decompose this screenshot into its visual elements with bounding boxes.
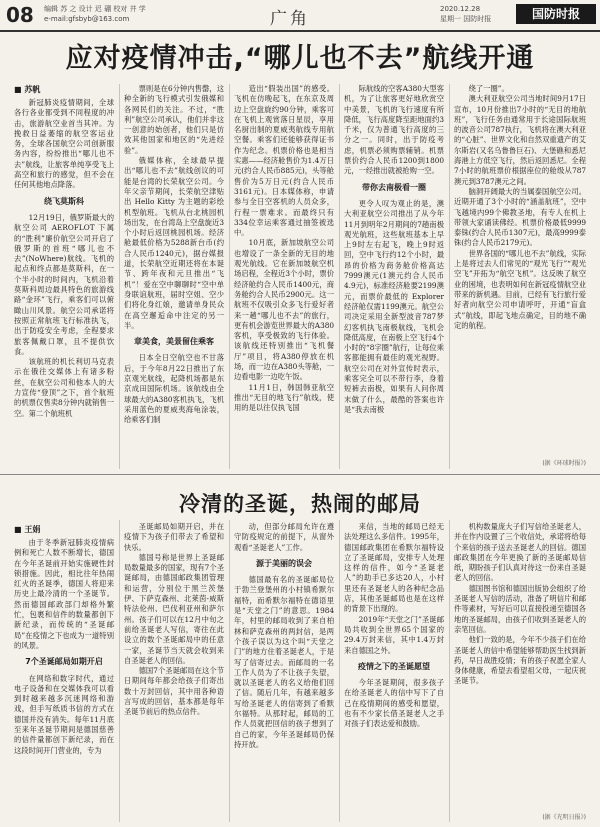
paragraph: 脑洞开阔最大的当属泰国航空公司。近期开通了3个小时的“涵盖航班”，空中飞越境内99个佛教圣地，有专人在机上带领大家诵读佛经。机票价格最低9999泰铢(约合人民币1307元)，最高9999泰铢(约合人民币2179元)。	[454, 186, 586, 248]
paragraph: 10月底，新加坡航空公司也增设了一条全新的无目的地观光航线。它在新加坡航空机场启程，全程近3个小时，票价经济舱约合人民币1400元，商务舱约合人民币2900元。这一航班不仅吸引众多飞行爱好者来一趟“哪儿也不去”的旅行，更有机会游览世界最大的A380客机，享受极致的飞行体验。该航线还特别推出“飞机餐厅”项目，将A380停放在机场，而一边在A380头等舱，一边看电影一边吃午饭。	[234, 238, 334, 382]
column-divider	[339, 84, 340, 469]
paragraph: 11月1日，韩国韩亚航空推出“无目的地飞行”航线，使用的是以往仅执飞国	[234, 382, 334, 413]
paragraph: 日本全日空航空也不甘落后，于今年8月22日推出了东京观光航线，起降机场都是东京成田国际机场。该航线由全球最大的A380客机执飞，飞机采用蓝色的夏威夷海龟涂装，给乘客们制	[124, 353, 224, 425]
article1-col3	[234, 84, 334, 464]
paragraph: 德国号称是世界上圣诞邮局数量最多的国家，现有7个圣诞邮局，由德国邮政集团管理和运营，分别位于黑兰茨堡伊、下萨克森州、北莱茵-威斯特法伦州、巴伐利亚州和萨尔州。孩子们可以在12月中旬之前给圣诞老人写信，寄往在此设立的数个圣诞邮局中的任意一家，圣诞节当天就会收到来自圣诞老人的回信。	[124, 552, 224, 665]
header-rule	[0, 30, 600, 32]
paragraph: 世界各国的“哪儿也不去”航线，实际上是将过去人们常见的“观光飞行”“观光空飞”开拓为“航空飞机”。这反映了航空业的困境，也表明如何在新冠疫情航空业带来的新机遇。目前，已经有飞行旅行爱好者向航空公司申请呼吁，开通“盲盒式”航线，即起飞地点确定，目的地不确定的航程。	[454, 248, 586, 330]
article2-col2	[124, 522, 224, 822]
paragraph: 圣诞邮局如期开启，并在疫情下为孩子们带去了希望和快乐。	[124, 522, 224, 552]
paragraph: 他们一致的是，今年不少孩子们在给圣诞老人的信中希望能够帮助医生找到新药，早日战胜疫情；有的孩子祝愿全家人身体健康，希望去看望祖父母，一起庆祝圣诞节。	[454, 635, 586, 686]
article1-col2	[124, 84, 224, 464]
paragraph: 更令人叹为观止的是，澳大利亚航空公司推出了从今年11月到明年2月期间的7趟南极观光航班，这些航班基本上早上9时左右起飞，晚上9时返回，空中飞行约12个小时，最昂的价格为商务舱价格高达7999澳元(1澳元约合人民币4.9元)，标准经济舱要2199澳元，而票价最低的 Explorer 经济舱仅需1199澳元。航空公司决定采用全新型波音787梦幻客机执飞南极航线，飞机会降低高度，在南极上空飞行4个小时的“8字圈”航行，让每位乘客都能拥有最佳的观光视野。航空公司在对外宣传时表示，乘客完全可以不带行李，身着短裤去南极，如果有人问你周末做了什么，最酷的答案也许是“我去南极	[344, 198, 444, 414]
paragraph: 俄媒体称，全球最早提出“哪儿也不去”航线创议的可能是台湾的长荣航空公司。今年父亲节期间，长荣航空津贴出 Hello Kitty 为主题的彩绘机型航班。飞机从台北桃园机场出发，在台湾岛上空盘旋近3个小时后返回桃园机场。经济舱最低价格为5288新台币(约合人民币1240元)，据台媒报道，长荣航空近期还将在本诞节、跨年夜和元旦推出“飞机”！爱在空中聊聊时“空中单身联谊航班，届时空姐、空少们将化身红娘，邀请单身民众在高空邂逅命中注定的另一半。	[124, 156, 224, 330]
article2-col3	[234, 522, 334, 822]
column-divider	[449, 84, 450, 469]
page-number: 08	[6, 3, 34, 27]
article1-col1	[14, 98, 114, 433]
article2-col4	[344, 522, 444, 822]
weekday-line: 星期一 国防时报	[440, 15, 492, 23]
column-divider	[229, 84, 230, 469]
page-header	[0, 0, 600, 30]
issue-date	[440, 4, 491, 24]
column-divider	[119, 520, 120, 822]
article1-subhead-b: 章美食，美景留住乘客	[134, 337, 214, 347]
email-line: e-mail:gfsbyb@163.com	[44, 15, 130, 23]
paragraph: 该航班的机长利切马克表示在俄往交媒体上有诸多粉丝，在航空公司和他本人的大力宣传“登顶”之下，首个航班的机票仅售卖8分钟内就销售一空。第二个航班机	[14, 357, 114, 418]
article2-headline: 冷清的圣诞，热闹的邮局	[179, 492, 421, 516]
article1-subhead-a: 绕飞莫斯科	[44, 196, 84, 206]
editor-credits	[44, 4, 146, 24]
article2-subhead-a: 7个圣诞邮局如期开启	[25, 657, 103, 667]
paragraph: 新冠肺炎疫情期间，全球各行各业都受到不同程度的冲击，旅游航空业首当其冲。为挽救日益萎缩的航空客运业务，全球各国航空公司创新服务内容，纷纷推出“哪儿也不去”航线，让旅客单纯享受飞上高空和旅行的感觉，但不会在任何其他地点降落。	[14, 98, 114, 190]
editor-line: 编辑 苏 之 设计 迟 硼 校对 井 学	[44, 5, 146, 13]
article2-col1	[14, 538, 114, 823]
paragraph: 12月19日，俄罗斯最大的航空公司 AEROFLOT 下属的“胜利”廉价航空公司开启了俄罗斯的首班“哪儿也不去”(NoWhere)航线。飞机的起点和终点都是莫斯科，在一个半小时的时间内，飞机沿着莫斯科周边最具特色的旅游线路“金环”飞行，乘客们可以俯瞰山川风景。航空公司承诺将按照正常航班飞行标准执飞，出于防疫安全考虑，全程要求旅客佩戴口罩，且不提供饮食。	[14, 212, 114, 356]
paragraph: 际航线的空客A380大型客机，为了让旅客更好地欣赏空中美景，飞机的飞行速度有所降低，飞行高度降至距地面约3千米，仅为普通飞行高度的三分之一。同时，出于防疫考虑，机票必须购票辅销。机票票价约合人民币1200到1800元，一经推出就被抢购一空。	[344, 84, 444, 176]
article2-subhead-c: 疫情之下的圣诞愿望	[358, 661, 430, 671]
paragraph: 来信，当地的邮局已经无法处理这么多信件。1995年，德国邮政集团在希默尔福特设立了圣诞邮局，安排专人处理这样的信件，如今“圣诞老人”的助手已多达20人，小村里还有圣诞老人的各种纪念品店，其他圣诞邮局也是在这样的背景下出现的。	[344, 522, 444, 614]
column-divider	[229, 520, 230, 822]
paragraph: 2019年“天堂之门”圣诞邮局共收到全世界65个国家的29.4万封来信，其中1.4万封来自德国之外。	[344, 614, 444, 655]
paragraph: 绕了一圈”。	[468, 84, 509, 93]
paragraph: 德国图书馆和德国出版协会组织了给圣诞老人写信的活动，准备了明信片和邮件等素材，写好后可以直接投递至德国各地的圣诞邮局，由孩子们收到圣诞老人的亲笔回信。	[454, 583, 586, 634]
article2-source: (据《光明日报》)	[542, 814, 586, 821]
paragraph: 票则是在6分钟内售罄，这种全新的飞行模式引发俄媒和各网民们的关注。不过，“胜利”航空公司承认，他们并非这一创意的始创者，他们只是仿效其他国家和地区的“先进经验”。	[124, 84, 224, 155]
article1-headline: 应对疫情冲击,“哪儿也不去”航线开通	[65, 43, 535, 74]
paragraph: 德国最有名的圣诞邮局位于勃兰登堡州的小村镇希默尔福特，而希默尔福特在德语里是“天堂之门”的意思。1984年，村里的邮局收到了来自柏林和萨克森州的两封信，是两个孩子误以为这个叫“天堂之门”的地方住着圣诞老人，于是写了信寄过去。而邮局的一名工作人员为了不让孩子失望，就以圣诞老人的名义给他们回了信。随后几年，有越来越多写给圣诞老人的信寄到了希默尔福特。从那时起，邮局的工作人员就把回信的孩子想到了自己的家，今年圣诞邮局仍保持开放。	[234, 575, 334, 749]
section-title: 广角	[270, 9, 310, 29]
article1-byline: ■ 苏帆	[14, 85, 41, 94]
column-divider	[119, 84, 120, 469]
paragraph: 在网络和数字时代，通过电子设备和在交媒体我可以看到时越来越多沉迷网络和游戏，但手写纸质书信的方式在德国并没有消失。每年11月底至来年圣诞节期间是德国慈善的信件量都创下新纪录，而在这段时间开门营业的，专为	[14, 673, 114, 755]
date-line: 2020.12.28	[440, 5, 481, 13]
paragraph: 由于冬季新冠肺炎疫情病例和死亡人数不断增长，德国在今年圣诞前开始实施硬性封锁措施。因此，相比往年热闹红火的圣诞季，德国人将迎来历史上最冷清的一个圣诞节。然而德国邮政部门却格外繁忙，包裹和信件的数量都创下新纪录，而传统的“圣诞邮局”在疫情之下也成为一道特别的风景。	[14, 538, 114, 650]
article1-col5	[454, 84, 586, 454]
paragraph: 造出“假装出国”的感受。飞机在仿晚起飞，在东京及周边上空盘旋约90分钟，乘客可在飞机上观赏落日星辰，享用名厨出制的夏威夷航线专用航空餐。乘客们还能够获得证书作为纪念。机票价格也是相当实惠——经济舱售价为1.4万日元(约合人民币885元)，头等舱售价为5万日元(约合人民币3161元)。日本媒体称，申请参与全日空客机的人员众多，行程一票难求。而最终只有334位幸运乘客通过抽签被选中。	[234, 84, 334, 238]
column-divider	[449, 520, 450, 822]
column-divider	[339, 520, 340, 822]
paragraph: 机构数量庞大子们写信给圣诞老人，并在作内设置了三个收信处，承诺将给每个来信的孩子送去圣诞老人的回信。德国邮政集团在今年更换了新的圣诞邮局信纸，期盼孩子们认真对待这一份来自圣诞老人的回信。	[454, 522, 586, 583]
paragraph: 动，但部分邮局允许在遵守防疫规定的前提下，从窗外观看“圣诞老人”工作。	[234, 522, 334, 552]
article-separator	[0, 474, 600, 475]
paragraph: 今年圣诞期间，很多孩子在给圣诞老人的信中写下了自己在疫情期间的感受和愿望，也有不少家长借圣诞老人之手对孩子们表达爱和鼓励。	[344, 678, 444, 729]
article2-subhead-b: 源于美丽的误会	[256, 558, 312, 568]
paragraph: 澳大利亚航空公司当地时间9月17日宣布，10月份推出7小时的“无目的地航班”，飞行任务由通常用于长途国际航班的波音公司787执行，飞机将在澳大利亚的“心脏”、世界文化和自然双重遗产的艾尔斯岩(又名乌鲁鲁巨石)、大堡礁和悉尼海港上方低空飞行，然后返回悉尼。全程7小时的航班票价根据座位的舱级从787澳元到3787澳元之间。	[454, 94, 586, 186]
paragraph: 德国7个圣诞邮局在这个节日期间每年都会给孩子们寄出数十万封回信，其中用各种语言写成的回信，基本都是每年圣诞节前后的热点信件。	[124, 666, 224, 717]
article2-byline: ■ 王娟	[14, 525, 41, 534]
article1-col4	[344, 84, 444, 464]
article1-subhead-c: 带你去南极看一圈	[362, 182, 426, 192]
masthead-logo: 国防时报	[516, 4, 596, 24]
article1-source: (据《环球时报》)	[542, 460, 586, 467]
article2-col5	[454, 522, 586, 807]
